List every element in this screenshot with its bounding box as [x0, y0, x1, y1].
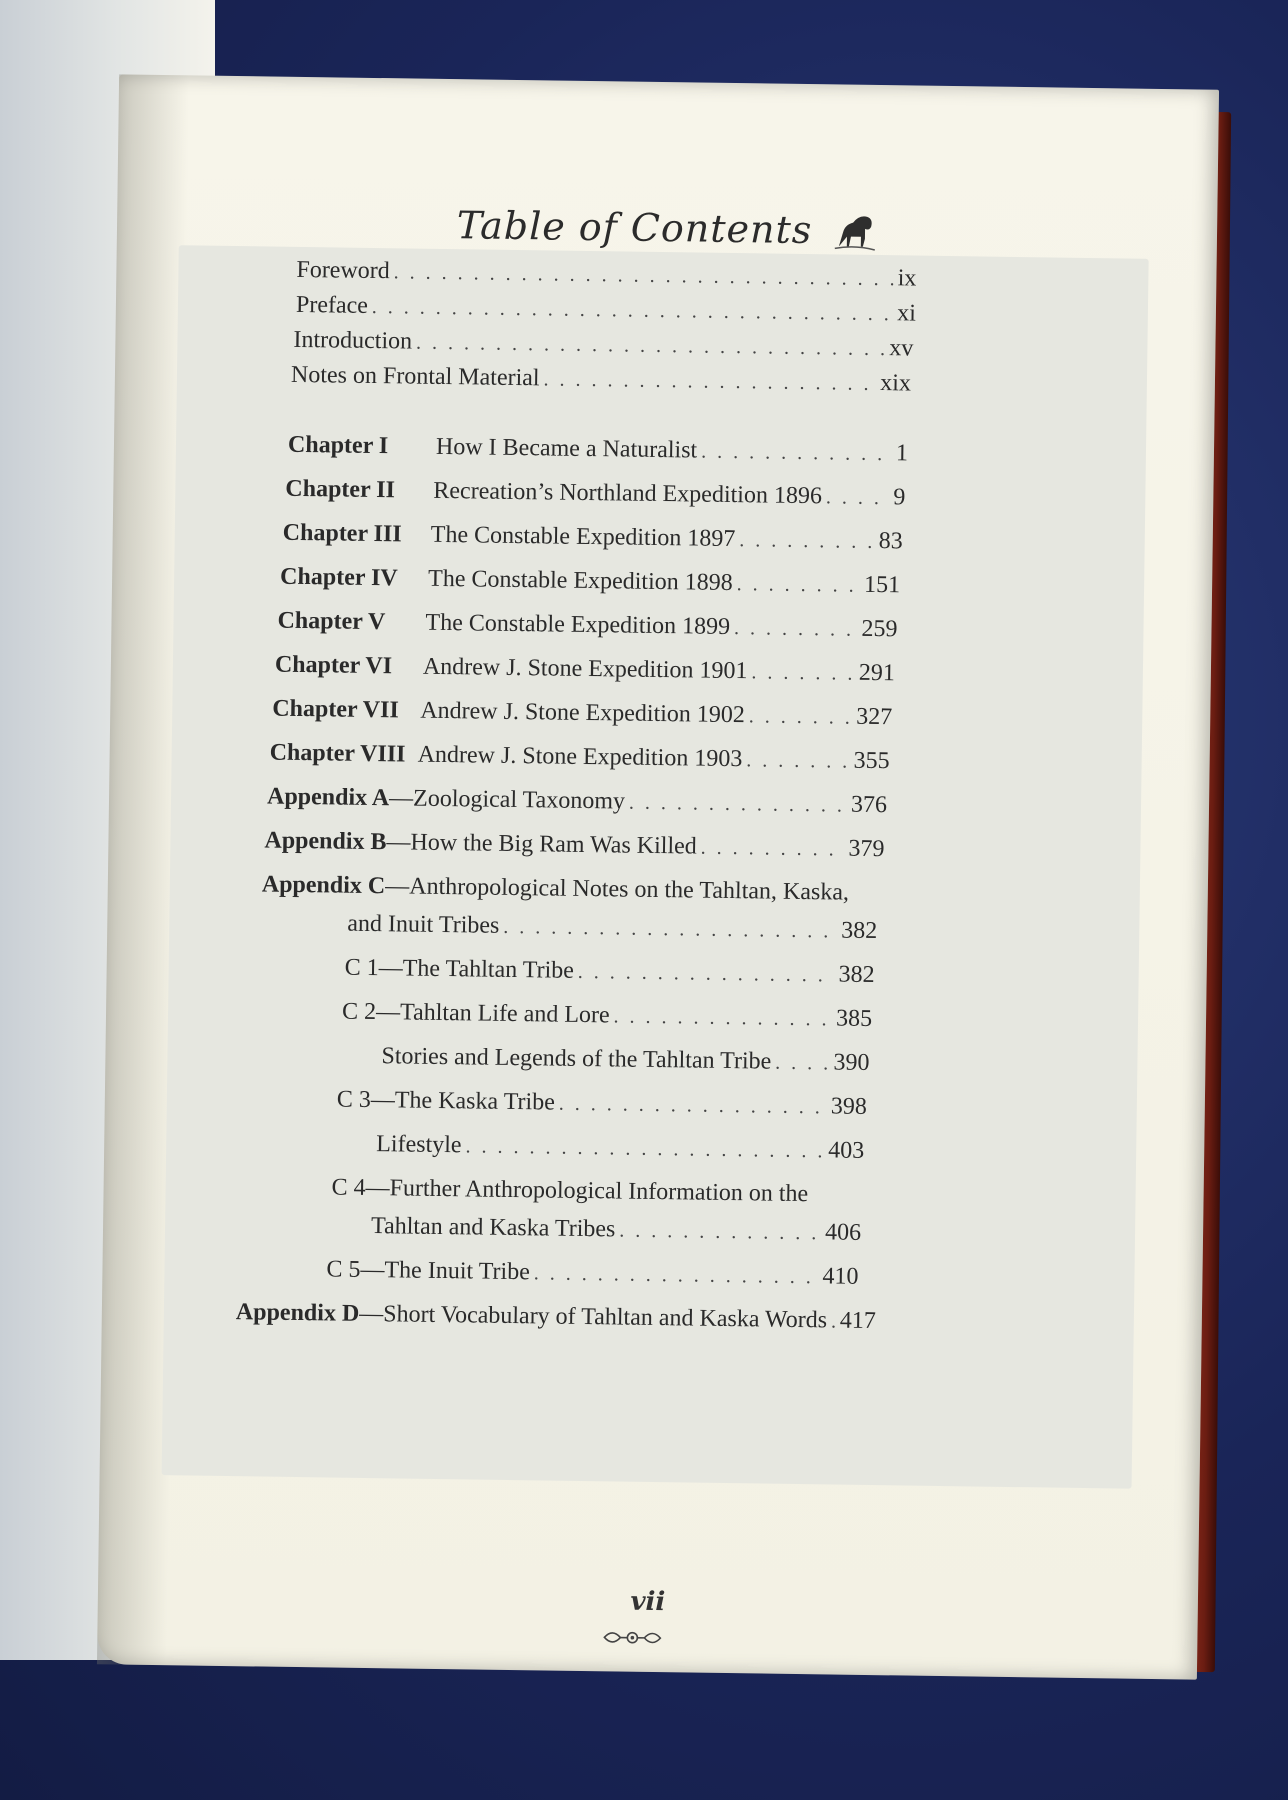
entry-page: 385 — [835, 1005, 873, 1033]
entry-page: 376 — [850, 791, 888, 819]
dot-leader — [737, 573, 861, 598]
dot-leader — [734, 617, 858, 642]
entry-title: The Constable Expedition 1897 — [430, 521, 736, 553]
dot-leader — [465, 1135, 824, 1163]
entry-title: C 5—The Inuit Tribe — [326, 1256, 530, 1286]
dot-leader — [749, 705, 853, 729]
entry-title: Andrew J. Stone Expedition 1902 — [420, 697, 746, 729]
entry-page: xix — [880, 370, 912, 397]
chapter-number: Chapter VI — [274, 651, 393, 680]
entry-title: C 2—Tahltan Life and Lore — [341, 998, 610, 1029]
dot-leader — [629, 792, 847, 818]
dot-leader — [578, 961, 835, 988]
page-number: vii — [630, 1586, 666, 1618]
entry-page: 410 — [822, 1263, 859, 1290]
dot-leader — [775, 1052, 829, 1076]
entry-page: 327 — [856, 703, 893, 731]
page-title-text: Table of Contents — [456, 203, 813, 253]
entry-page: 390 — [833, 1049, 870, 1076]
flourish-ornament-icon — [602, 1626, 662, 1653]
dot-leader — [831, 1310, 836, 1333]
entry-page: xv — [889, 335, 914, 362]
entry-page: 151 — [863, 571, 901, 599]
entry-page: 355 — [853, 747, 890, 775]
entry-title: —How the Big Ram Was Killed — [386, 829, 697, 860]
dot-leader — [559, 1093, 827, 1120]
entry-title: Andrew J. Stone Expedition 1901 — [422, 653, 748, 685]
entry-page: ix — [897, 265, 917, 292]
dot-leader — [701, 441, 892, 467]
entry-title: Notes on Frontal Material — [290, 361, 540, 392]
entry-title: C 4—Further Anthropological Information on the — [331, 1174, 809, 1208]
dot-leader — [503, 916, 837, 944]
dot-leader — [826, 486, 890, 510]
entry-page: 403 — [828, 1137, 865, 1164]
entry-title: —Zoological Taxonomy — [388, 785, 626, 815]
entry-title-continued: Tahltan and Kaska Tribes — [370, 1213, 616, 1243]
dot-leader — [619, 1219, 821, 1245]
chapter-number: Chapter VII — [272, 695, 399, 724]
chapter-number: Chapter II — [285, 475, 396, 504]
entry-page: 1 — [895, 440, 909, 467]
entry-title: Recreation’s Northland Expedition 1896 — [433, 477, 823, 510]
appendix-label: Appendix A — [266, 783, 390, 812]
entry-title: Preface — [295, 291, 369, 319]
entry-page: 382 — [838, 961, 875, 989]
entry-page: 259 — [861, 615, 898, 643]
entry-title: Lifestyle — [376, 1131, 462, 1159]
entry-page: 398 — [830, 1093, 867, 1120]
dot-leader — [701, 837, 845, 862]
entry-page: 379 — [848, 835, 885, 863]
entry-title: Stories and Legends of the Tahltan Tribe — [381, 1043, 772, 1075]
chapter-number: Chapter I — [287, 431, 389, 460]
chapter-number: Chapter VIII — [269, 739, 406, 768]
entry-title: —Anthropological Notes on the Tahltan, Kaska, — [385, 873, 850, 906]
dot-leader — [746, 749, 850, 773]
entry-page: 83 — [878, 528, 903, 555]
entry-title: Andrew J. Stone Expedition 1903 — [417, 741, 743, 773]
entry-title: C 3—The Kaska Tribe — [336, 1086, 556, 1116]
dot-leader — [543, 368, 876, 396]
dot-leader — [739, 529, 875, 554]
dot-leader — [613, 1005, 832, 1031]
entry-page: 406 — [824, 1219, 862, 1246]
chapter-number: Chapter IV — [279, 563, 398, 592]
chapter-number: Chapter V — [277, 607, 386, 636]
appendix-label: Appendix D — [235, 1299, 360, 1327]
entry-page: xi — [897, 300, 917, 327]
entry-title: How I Became a Naturalist — [435, 433, 698, 464]
appendix-label: Appendix C — [261, 871, 386, 900]
appendix-label: Appendix B — [264, 827, 387, 856]
entry-page: 382 — [841, 917, 878, 945]
dot-leader — [534, 1262, 819, 1289]
entry-page: 9 — [893, 484, 906, 511]
entry-title: The Constable Expedition 1899 — [425, 609, 731, 640]
entry-title: Introduction — [293, 326, 413, 355]
entry-title: Foreword — [296, 256, 390, 285]
entry-title: —Short Vocabulary of Tahltan and Kaska Words — [359, 1300, 828, 1334]
entry-title: The Constable Expedition 1898 — [427, 565, 733, 597]
entry-page: 291 — [858, 659, 896, 687]
entry-title-continued: and Inuit Tribes — [347, 910, 500, 939]
entry-page: 417 — [839, 1307, 877, 1335]
dot-leader — [751, 661, 855, 685]
chapter-number: Chapter III — [282, 519, 402, 548]
toc-page — [97, 74, 1219, 1679]
entry-title: C 1—The Tahltan Tribe — [344, 954, 575, 984]
